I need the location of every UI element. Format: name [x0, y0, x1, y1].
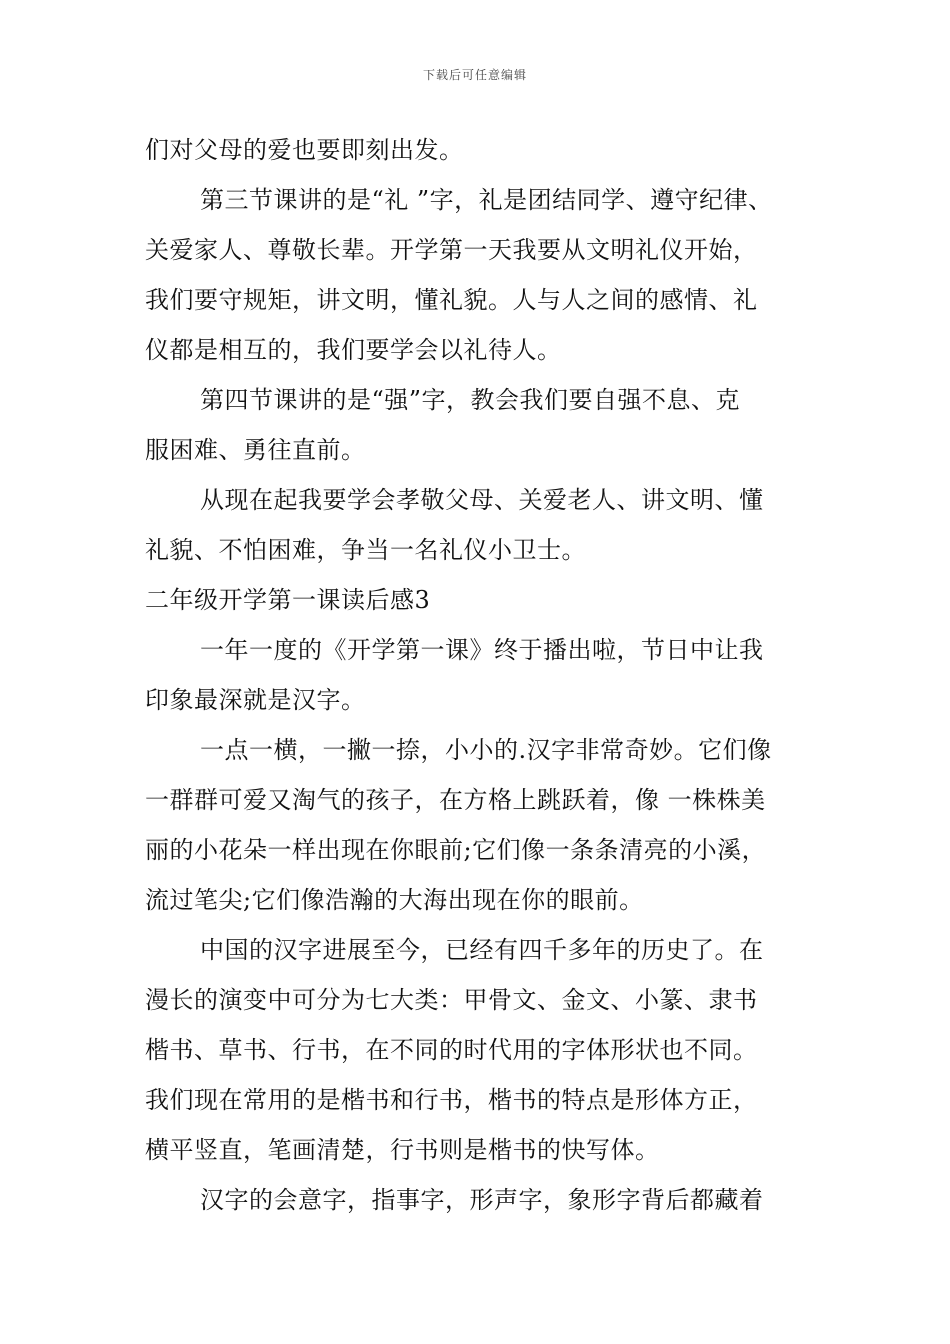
text-line: 印象最深就是汉字。 — [145, 686, 366, 714]
document-body — [145, 125, 825, 1225]
text-line: 礼貌、不怕困难，争当一名礼仪小卫士。 — [145, 536, 586, 564]
text-line: 一年一度的《开学第一课》终于播出啦，节日中让我 — [200, 636, 764, 664]
text-line: 第三节课讲的是“礼 ”字，礼是团结同学、遵守纪律、 — [200, 186, 773, 214]
page-header-note: 下载后可任意编辑 — [422, 68, 527, 82]
section-heading: 二年级开学第一课读后感3 — [145, 586, 431, 614]
text-line: 横平竖直，笔画清楚，行书则是楷书的快写体。 — [145, 1136, 660, 1164]
text-line: 仪都是相互的，我们要学会以礼待人。 — [145, 336, 562, 364]
text-line: 汉字的会意字，指事字，形声字，象形字背后都藏着 — [200, 1186, 764, 1214]
text-line: 我们要守规矩，讲文明，懂礼貌。人与人之间的感情、礼 — [145, 286, 758, 314]
text-line: 们对父母的爱也要即刻出发。 — [145, 136, 464, 164]
text-line: 中国的汉字进展至今，已经有四千多年的历史了。在 — [200, 936, 764, 964]
text-line: 流过笔尖;它们像浩瀚的大海出现在你的眼前。 — [145, 886, 644, 914]
text-line: 一点一横，一撇一捺，小小的.汉字非常奇妙。它们像 — [200, 736, 772, 764]
text-line: 我们现在常用的是楷书和行书，楷书的特点是形体方正， — [145, 1086, 758, 1114]
text-line: 第四节课讲的是“强”字，教会我们要自强不息、克 — [200, 386, 741, 414]
text-line: 服困难、勇往直前。 — [145, 436, 366, 464]
text-line: 一群群可爱又淘气的孩子，在方格上跳跃着，像 一株株美 — [145, 786, 766, 814]
text-line: 楷书、草书、行书，在不同的时代用的字体形状也不同。 — [145, 1036, 758, 1064]
text-line: 从现在起我要学会孝敬父母、关爱老人、讲文明、懂 — [200, 486, 764, 514]
text-line: 漫长的演变中可分为七大类：甲骨文、金文、小篆、隶书 — [145, 986, 758, 1014]
text-line: 关爱家人、尊敬长辈。开学第一天我要从文明礼仪开始， — [145, 236, 758, 264]
text-line: 丽的小花朵一样出现在你眼前;它们像一条条清亮的小溪， — [145, 836, 767, 864]
